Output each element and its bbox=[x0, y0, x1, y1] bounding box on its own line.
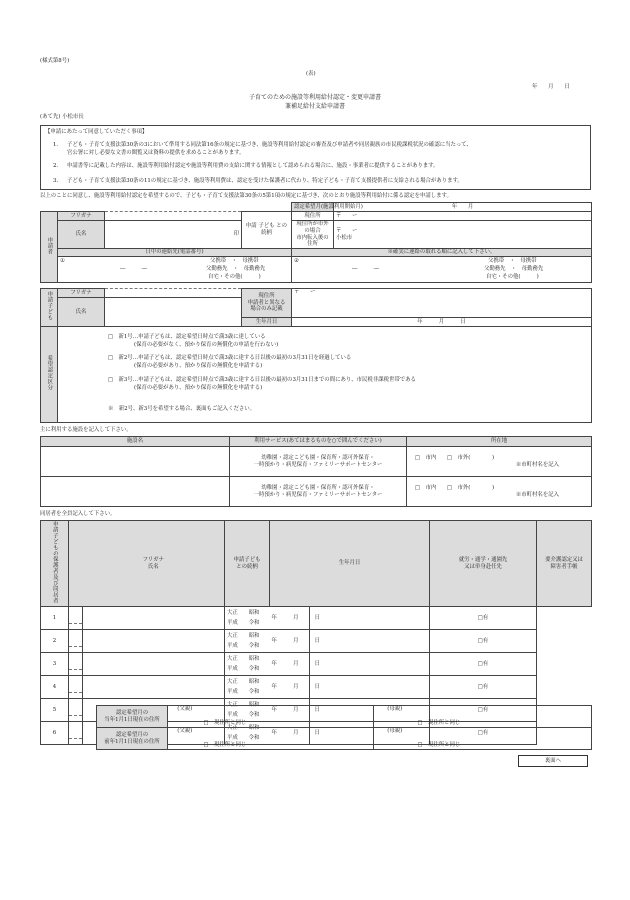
applicant-furigana-field[interactable] bbox=[105, 212, 242, 221]
household-row bbox=[41, 653, 592, 676]
residence-previous-mother-label: (母親) bbox=[374, 728, 416, 750]
facility-service-header: 利用サービス(あてはまるものを○で囲んでください) bbox=[230, 437, 407, 447]
category-option-1[interactable]: □ 新1号…申請子どもは、認定希望日時点で満3歳に達している bbox=[108, 334, 266, 340]
household-work-field[interactable] bbox=[310, 630, 430, 653]
household-name-field[interactable] bbox=[69, 607, 83, 630]
household-birth-field[interactable]: 年 月 日 bbox=[270, 699, 310, 722]
facilities-table bbox=[40, 436, 592, 507]
child-furigana-label: フリガナ bbox=[58, 289, 105, 298]
household-relation-field[interactable] bbox=[83, 607, 225, 630]
contact-2-phone: ― ― bbox=[352, 266, 379, 272]
category-note: ※ 新2号、新3号を希望する場合、裏面もご記入ください。 bbox=[108, 406, 256, 412]
consent-agreement: 以上のことに同意し、施設等利用給付認定を希望するので、子ども・子育て支援法第30条の5第1項の規定に基づき、次のとおり施設等利用給付に係る認定を申請します。 bbox=[40, 193, 452, 199]
category-options bbox=[58, 327, 592, 423]
household-row bbox=[41, 630, 592, 653]
household-row-number: 4 bbox=[41, 676, 69, 699]
contact-2-party-work: 父勤務先 ・ 母勤務先 bbox=[484, 266, 544, 272]
consent-box bbox=[40, 125, 591, 190]
household-era-field[interactable]: 大正 昭和 平成 令和 bbox=[225, 676, 270, 699]
facility-row bbox=[41, 447, 592, 477]
child-birth-field[interactable]: 年 月 日 bbox=[292, 318, 592, 327]
facility-row bbox=[41, 477, 592, 507]
residence-current-father-label: (父親) bbox=[168, 706, 202, 728]
consent-item-1-number: 1. bbox=[53, 142, 59, 148]
contact-1-number: ① bbox=[60, 258, 65, 264]
household-relation-field[interactable] bbox=[83, 653, 225, 676]
current-address-postal: 〒 ー bbox=[336, 212, 358, 219]
child-address-label: 現住所 申請者と異なる 場合のみ記載 bbox=[242, 289, 292, 318]
facility-service-options[interactable]: 幼稚園・認定こども園・保育所・認可外保育・ 一時預かり・病児保育・ファミリーサポートセンター bbox=[230, 447, 407, 477]
contact-2-party-mobile: 父携帯 ・ 母携帯 bbox=[488, 258, 537, 264]
category-option-1-note: (保育の必要がなく、預かり保育の無償化の申請を行わない) bbox=[134, 342, 279, 348]
residence-table bbox=[96, 705, 592, 750]
household-era-field[interactable]: 大正 昭和 平成 令和 bbox=[225, 699, 270, 722]
contact-2-party-home: 自宅・その他( ) bbox=[486, 274, 539, 280]
household-care-field[interactable]: □有 bbox=[430, 653, 537, 676]
contact-2-field[interactable] bbox=[292, 257, 592, 283]
household-birth-field[interactable]: 年 月 日 bbox=[270, 653, 310, 676]
facilities-intro: 主に利用する施設を記入して下さい。 bbox=[40, 427, 132, 433]
household-name-field[interactable] bbox=[69, 653, 83, 676]
applicant-furigana-label: フリガナ bbox=[58, 212, 105, 221]
household-row-number: 3 bbox=[41, 653, 69, 676]
household-row-number: 6 bbox=[41, 722, 69, 745]
household-name-field[interactable] bbox=[69, 630, 83, 653]
contact-1-party-home: 自宅・その他( ) bbox=[208, 274, 261, 280]
facility-name-field[interactable] bbox=[41, 447, 230, 477]
form-number: (様式第8号) bbox=[40, 58, 70, 64]
child-furigana-field[interactable] bbox=[105, 289, 242, 298]
household-era-field[interactable]: 大正 昭和 平成 令和 bbox=[225, 630, 270, 653]
household-birth-field[interactable]: 年 月 日 bbox=[270, 607, 310, 630]
household-birth-field[interactable]: 年 月 日 bbox=[270, 722, 310, 745]
household-work-header: 就労・通学・通園先 又は単身赴任先 bbox=[430, 521, 537, 607]
household-work-field[interactable] bbox=[310, 676, 430, 699]
application-date: 年 月 日 bbox=[532, 84, 570, 90]
current-address-label: 現住所 bbox=[292, 212, 334, 221]
consent-item-3-line-1: 子ども・子育て支援法第30条の11の規定に基づき、施設等利用費は、認定を受けた保護者に代わり、特定子ども・子育て支援提供者に支給される場合があります。 bbox=[67, 178, 463, 184]
residence-previous-year-label: 認定希望月の 前年1月1日現在の住所 bbox=[97, 728, 168, 750]
household-care-header: 要介護認定又は 障害者手帳 bbox=[537, 521, 592, 607]
residence-previous-father-same[interactable]: □ 現住所と同じ bbox=[202, 728, 374, 750]
consent-item-2-line-1: 申請書等に記載した内容は、施設等利用給付認定や施設等利用費の支給に関する情報として認められる場合に、施設・事業者に提供することがあります。 bbox=[67, 163, 439, 169]
applicant-name-label: 氏名 bbox=[58, 221, 105, 249]
household-name-header: フリガナ 氏名 bbox=[83, 521, 225, 607]
applicant-section-label: 申請者 bbox=[41, 212, 58, 283]
household-care-field[interactable]: □有 bbox=[430, 699, 537, 722]
household-care-field[interactable]: □有 bbox=[430, 676, 537, 699]
household-row-number: 1 bbox=[41, 607, 69, 630]
residence-previous-mother-same[interactable]: □ 現住所と同じ bbox=[416, 728, 592, 750]
seal-mark: 印 bbox=[233, 231, 239, 238]
household-name-field[interactable] bbox=[69, 699, 83, 722]
household-relation-field[interactable] bbox=[83, 676, 225, 699]
child-table bbox=[40, 288, 592, 327]
contact-note: ※確実に連絡の取れる順に記入して下さい。 bbox=[292, 249, 592, 257]
child-birth-label: 生年月日 bbox=[242, 318, 292, 327]
household-era-field[interactable]: 大正 昭和 平成 令和 bbox=[225, 653, 270, 676]
moving-address-city: 小松市 bbox=[336, 234, 353, 241]
household-era-field[interactable]: 大正 昭和 平成 令和 bbox=[225, 722, 270, 745]
applicant-table bbox=[40, 202, 592, 283]
category-option-2-note: (保育の必要があり、預かり保育の無償化を申請する) bbox=[134, 363, 263, 369]
applicant-relation-label: 申請 子ども との続柄 bbox=[242, 212, 292, 249]
moving-address-label: 現住所が市外の場合 市内転入後の住所 bbox=[292, 221, 334, 249]
household-work-field[interactable] bbox=[310, 653, 430, 676]
child-name-label: 氏名 bbox=[58, 298, 105, 327]
moving-address-field[interactable] bbox=[334, 221, 592, 249]
household-birth-header: 生年月日 bbox=[270, 521, 430, 607]
consent-item-1-line-2: 官公署に対し必要な文書の閲覧又は資料の提供を求めることがあります。 bbox=[67, 150, 245, 156]
household-section-label: 申請子どもの保護者及び同居者 bbox=[41, 521, 69, 607]
household-era-field[interactable]: 大正 昭和 平成 令和 bbox=[225, 607, 270, 630]
residence-current-mother-same[interactable]: □ 現住所と同じ bbox=[416, 706, 592, 728]
household-row bbox=[41, 676, 592, 699]
consent-item-3-number: 3. bbox=[53, 178, 59, 184]
household-row-number: 5 bbox=[41, 699, 69, 722]
form-title: 子育てのための施設等利用給付認定・変更申請書 bbox=[248, 94, 381, 101]
current-address-field[interactable] bbox=[334, 212, 592, 221]
household-name-field[interactable] bbox=[69, 722, 83, 745]
child-name-field[interactable] bbox=[105, 298, 242, 327]
residence-previous-father-label: (父親) bbox=[168, 728, 202, 750]
form-side-label: (表) bbox=[306, 71, 316, 77]
household-relation-field[interactable] bbox=[83, 630, 225, 653]
category-table bbox=[40, 326, 592, 423]
category-option-3[interactable]: □ 新3号…申請子どもは、認定希望日時点で満3歳に達する日以後の最初の3月31日までの間にあり、市民税非課税世帯である bbox=[108, 377, 416, 383]
facility-name-field[interactable] bbox=[41, 477, 230, 507]
facility-location-field[interactable]: □ 市内 □ 市外( ) ※市町村名を記入 bbox=[407, 477, 592, 507]
category-section-label: 希望認定区分 bbox=[41, 327, 58, 423]
household-name-field[interactable] bbox=[69, 676, 83, 699]
residence-current-father-same[interactable]: □ 現住所と同じ bbox=[202, 706, 374, 728]
contact-2-number: ② bbox=[294, 258, 299, 264]
form-subtitle: 兼補足給付支給申請書 bbox=[284, 103, 345, 110]
applicant-name-field[interactable] bbox=[105, 221, 242, 249]
contact-1-phone: ― ― bbox=[120, 266, 147, 272]
household-birth-field[interactable]: 年 月 日 bbox=[270, 630, 310, 653]
facility-location-header: 所在地 bbox=[407, 437, 592, 447]
consent-item-2-number: 2. bbox=[53, 163, 59, 169]
daytime-contact-label: 日中の連絡先(電話番号) bbox=[58, 249, 292, 257]
contact-1-field[interactable] bbox=[58, 257, 292, 283]
household-intro: 同居者を全員記入して下さい。 bbox=[40, 511, 116, 517]
consent-item-1-line-1: 子ども・子育て支援法第30条の3において準用する同法第16条の規定に基づき、施設等利用給付認定の審査及び申請者や同居親族の市民税課税状況の確認に当たって、 bbox=[67, 142, 472, 148]
child-address-field[interactable] bbox=[292, 289, 592, 318]
contact-1-party-mobile: 父携帯 ・ 母携帯 bbox=[210, 258, 259, 264]
household-work-field[interactable] bbox=[310, 607, 430, 630]
household-care-field[interactable]: □有 bbox=[430, 722, 537, 745]
child-address-postal: 〒 ー bbox=[294, 289, 316, 295]
household-row bbox=[41, 607, 592, 630]
household-care-field[interactable]: □有 bbox=[430, 607, 537, 630]
category-option-2[interactable]: □ 新2号…申請子どもは、認定希望日時点で満3歳に達する日以後の最初の3月31日を経過している bbox=[108, 355, 352, 361]
contact-1-party-work: 父勤務先 ・ 母勤務先 bbox=[206, 266, 266, 272]
desired-month-label: 認定希望月(施設利用開始月) bbox=[292, 203, 334, 212]
residence-current-mother-label: (母親) bbox=[374, 706, 416, 728]
household-care-field[interactable]: □有 bbox=[430, 630, 537, 653]
facility-name-header: 施設名 bbox=[41, 437, 230, 447]
moving-address-postal: 〒 ー bbox=[336, 227, 358, 234]
consent-heading: 【申請にあたって同意していただく事項】 bbox=[45, 129, 148, 135]
desired-month-field[interactable]: 年 月 bbox=[334, 203, 592, 212]
household-birth-field[interactable]: 年 月 日 bbox=[270, 676, 310, 699]
residence-current-year-label: 認定希望月の 当年1月1日現在の住所 bbox=[97, 706, 168, 728]
facility-location-field[interactable]: □ 市内 □ 市外( ) ※市町村名を記入 bbox=[407, 447, 592, 477]
next-page-label: 裏面へ bbox=[518, 755, 588, 767]
category-option-3-note: (保育の必要があり、預かり保育の無償化を申請する) bbox=[134, 385, 263, 391]
addressee: (あて先) 小松市長 bbox=[40, 114, 84, 120]
facility-service-options[interactable]: 幼稚園・認定こども園・保育所・認可外保育・ 一時預かり・病児保育・ファミリーサポートセンター bbox=[230, 477, 407, 507]
child-section-label: 申請子ども bbox=[41, 289, 58, 327]
household-relation-header: 申請子ども との続柄 bbox=[225, 521, 270, 607]
household-row-number: 2 bbox=[41, 630, 69, 653]
